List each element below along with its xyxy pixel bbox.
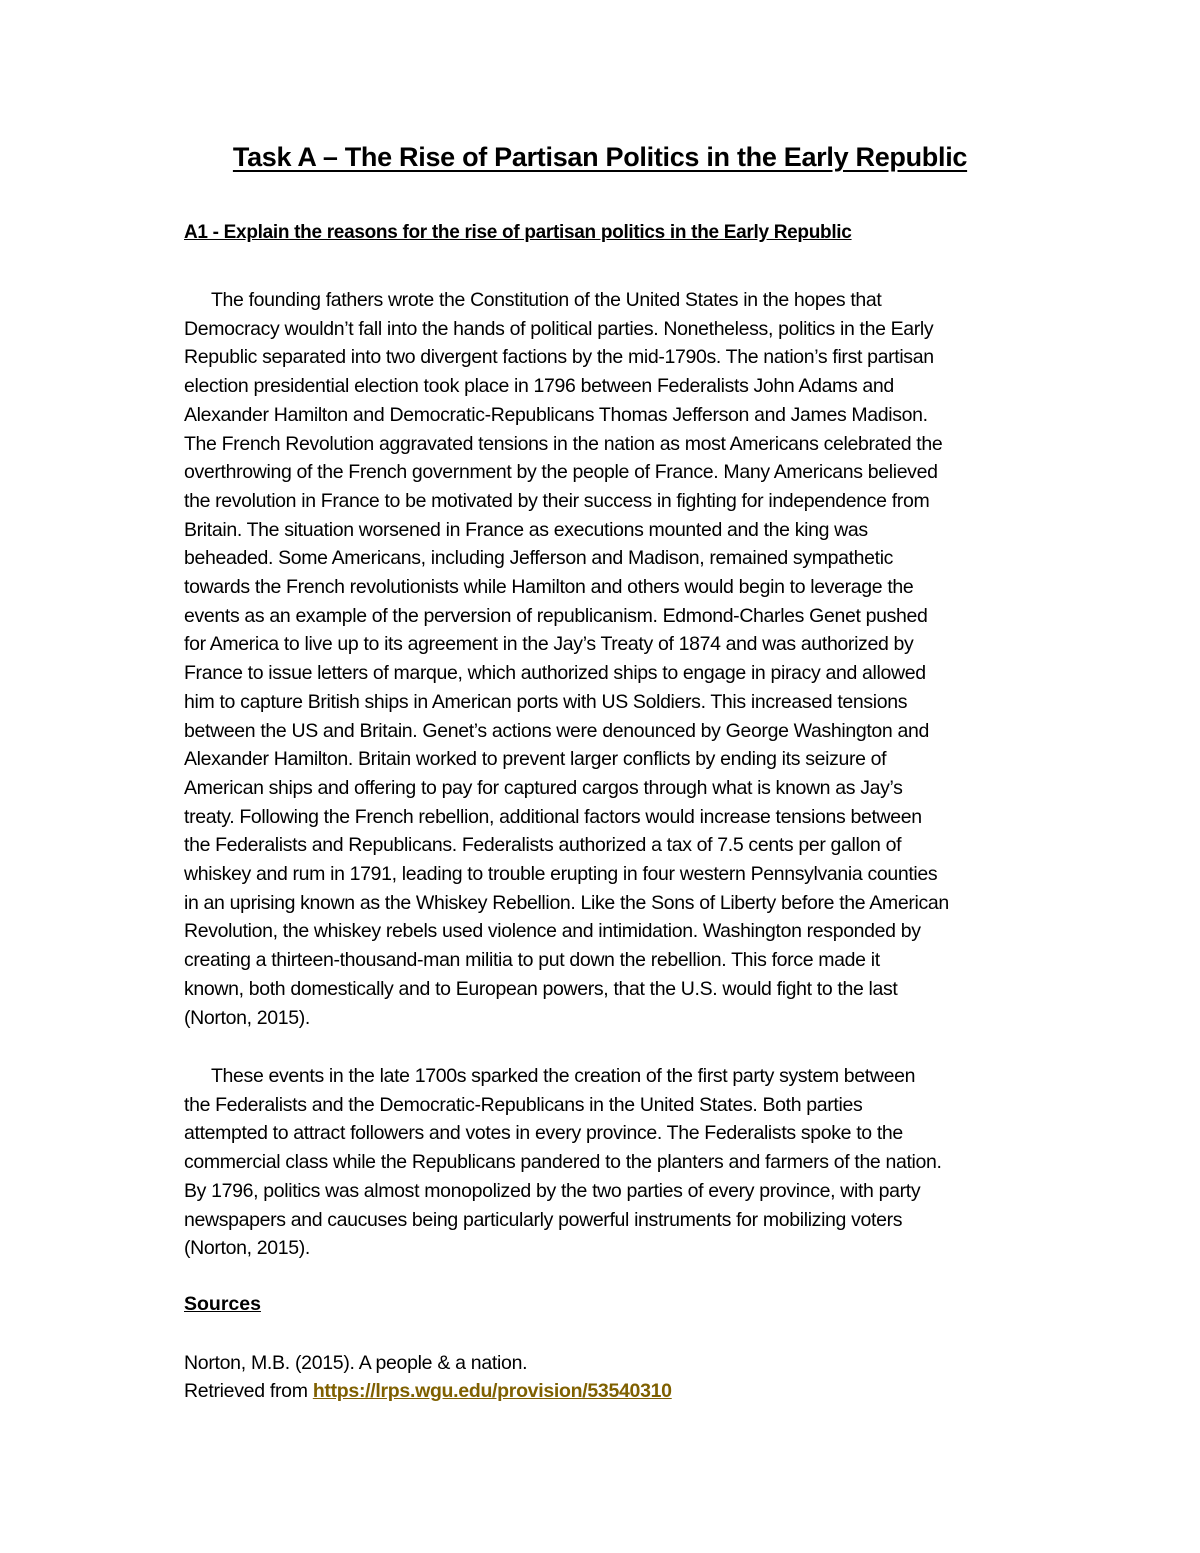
text-line: creating a thirteen-thousand-man militia to put down the rebellion. This force made it: [184, 949, 880, 972]
text-line: commercial class while the Republicans pandered to the planters and farmers of the nation.: [184, 1151, 942, 1174]
text-line: These events in the late 1700s sparked the creation of the first party system between: [211, 1065, 916, 1087]
text-line: between the US and Britain. Genet’s actions were denounced by George Washington and: [184, 719, 929, 742]
reference-prefix: Retrieved from: [184, 1380, 308, 1402]
text-line: Revolution, the whiskey rebels used violence and intimidation. Washington responded by: [184, 920, 921, 943]
text-line: American ships and offering to pay for captured cargos through what is known as Jay’s: [184, 776, 903, 799]
text-line: events as an example of the perversion of republicanism. Edmond-Charles Genet pushed: [184, 604, 928, 627]
text-line: treaty. Following the French rebellion, additional factors would increase tensions between: [184, 805, 922, 828]
text-line: him to capture British ships in American ports with US Soldiers. This increased tensions: [184, 690, 908, 713]
text-line: France to issue letters of marque, which authorized ships to engage in piracy and allowed: [184, 662, 926, 685]
section-heading: A1 - Explain the reasons for the rise of partisan politics in the Early Republic: [184, 222, 852, 243]
document-title: Task A – The Rise of Partisan Politics in the Early Republic: [232, 142, 968, 172]
text-line: whiskey and rum in 1791, leading to trouble erupting in four western Pennsylvania counties: [184, 863, 938, 886]
reference-entry: [184, 1349, 672, 1405]
text-line: The French Revolution aggravated tensions in the nation as most Americans celebrated the: [184, 432, 943, 455]
reference-retrieval: [184, 1377, 672, 1405]
text-line: in an uprising known as the Whiskey Rebellion. Like the Sons of Liberty before the American: [184, 891, 949, 914]
text-line: election presidential election took place in 1796 between Federalists John Adams and: [184, 375, 894, 398]
text-line: known, both domestically and to European powers, that the U.S. would fight to the last: [184, 977, 898, 1000]
text-line: Democracy wouldn’t fall into the hands of political parties. Nonetheless, politics in the Early: [184, 317, 934, 340]
text-line: Alexander Hamilton and Democratic-Republicans Thomas Jefferson and James Madison.: [184, 403, 928, 426]
text-line: overthrowing of the French government by the people of France. Many Americans believed: [184, 461, 938, 484]
sources-heading: Sources: [184, 1293, 261, 1315]
text-line: towards the French revolutionists while Hamilton and others would begin to leverage the: [184, 576, 914, 599]
text-line: the revolution in France to be motivated by their success in fighting for independence from: [184, 489, 930, 512]
body-paragraph-2: [184, 1062, 1064, 1263]
text-line: (Norton, 2015).: [184, 1006, 310, 1029]
text-line: the Federalists and Republicans. Federalists authorized a tax of 7.5 cents per gallon of: [184, 834, 902, 857]
text-line: attempted to attract followers and votes in every province. The Federalists spoke to the: [184, 1122, 903, 1145]
text-line: beheaded. Some Americans, including Jefferson and Madison, remained sympathetic: [184, 547, 894, 570]
text-line: Britain. The situation worsened in France as executions mounted and the king was: [184, 518, 868, 541]
text-line: The founding fathers wrote the Constitution of the United States in the hopes that: [211, 289, 882, 311]
reference-link[interactable]: https://lrps.wgu.edu/provision/53540310: [312, 1380, 672, 1402]
text-line: Republic separated into two divergent factions by the mid-1790s. The nation’s first partisan: [184, 346, 934, 369]
text-line: By 1796, politics was almost monopolized by the two parties of every province, with party: [184, 1179, 921, 1202]
body-paragraph-1: [184, 286, 1064, 1032]
text-line: (Norton, 2015).: [184, 1237, 310, 1260]
text-line: the Federalists and the Democratic-Republicans in the United States. Both parties: [184, 1093, 863, 1116]
reference-citation: Norton, M.B. (2015). A people & a nation.: [184, 1352, 528, 1374]
text-line: for America to live up to its agreement in the Jay’s Treaty of 1874 and was authorized by: [184, 633, 914, 656]
text-line: Alexander Hamilton. Britain worked to prevent larger conflicts by ending its seizure of: [184, 748, 887, 771]
text-line: newspapers and caucuses being particularly powerful instruments for mobilizing voters: [184, 1208, 903, 1231]
